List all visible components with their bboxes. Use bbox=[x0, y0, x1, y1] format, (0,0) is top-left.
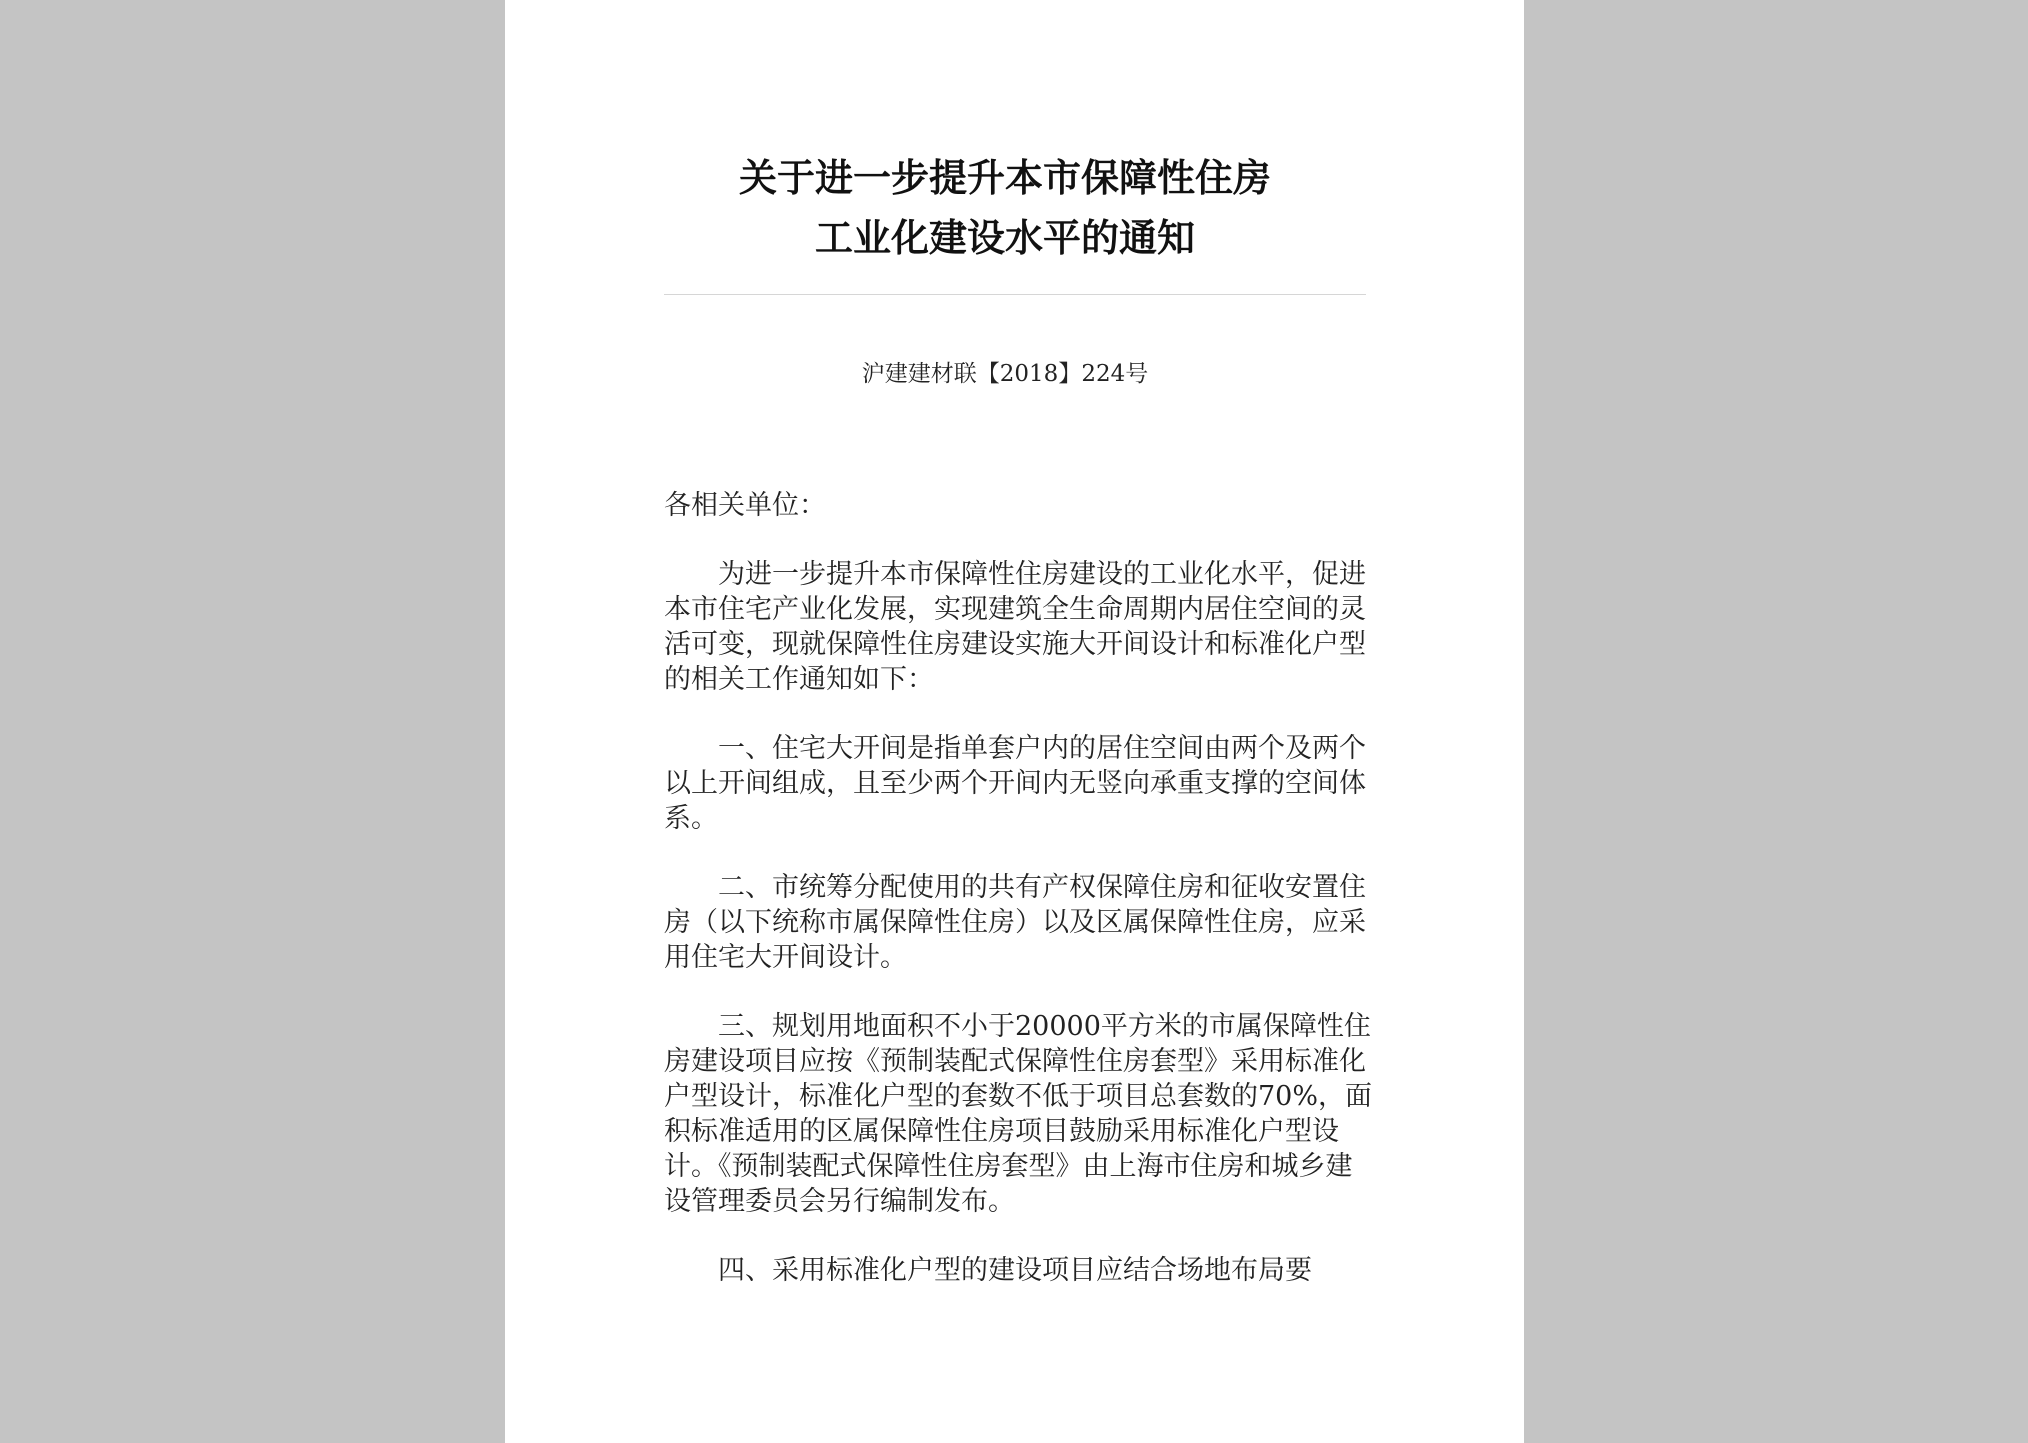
document-number: 沪建建材联【2018】224号 bbox=[861, 361, 1149, 387]
document-body bbox=[664, 488, 1376, 1288]
paragraph-intro: 为进一步提升本市保障性住房建设的工业化水平，促进本市住宅产业化发展，实现建筑全生命周期内居住空间的灵活可变，现就保障性住房建设实施大开间设计和标准化户型的相关工作通知如下： bbox=[664, 559, 1366, 695]
paragraph-item-1: 一、住宅大开间是指单套户内的居住空间由两个及两个以上开间组成，且至少两个开间内无竖向承重支撑的空间体系。 bbox=[664, 733, 1366, 834]
document-page bbox=[505, 0, 1524, 1443]
paragraph-item-2: 二、市统筹分配使用的共有产权保障住房和征收安置住房（以下统称市属保障性住房）以及区属保障性住房，应采用住宅大开间设计。 bbox=[664, 872, 1366, 973]
document-title bbox=[505, 148, 1505, 268]
title-line-2: 工业化建设水平的通知 bbox=[814, 216, 1195, 260]
title-divider bbox=[664, 294, 1366, 295]
paragraph-item-4: 四、采用标准化户型的建设项目应结合场地布局要 bbox=[718, 1255, 1312, 1286]
salutation: 各相关单位： bbox=[664, 490, 826, 521]
paragraph-item-3: 三、规划用地面积不小于20000平方米的市属保障性住房建设项目应按《预制装配式保障性住房套型》采用标准化户型设计，标准化户型的套数不低于项目总套数的70%，面积标准适用的区属保障性住房项目鼓励采用标准化户型设计。《预制装配式保障性住房套型》由上海市住房和城乡建设管理委员会另行编制发布。 bbox=[664, 1011, 1373, 1217]
title-line-1: 关于进一步提升本市保障性住房 bbox=[738, 156, 1271, 200]
